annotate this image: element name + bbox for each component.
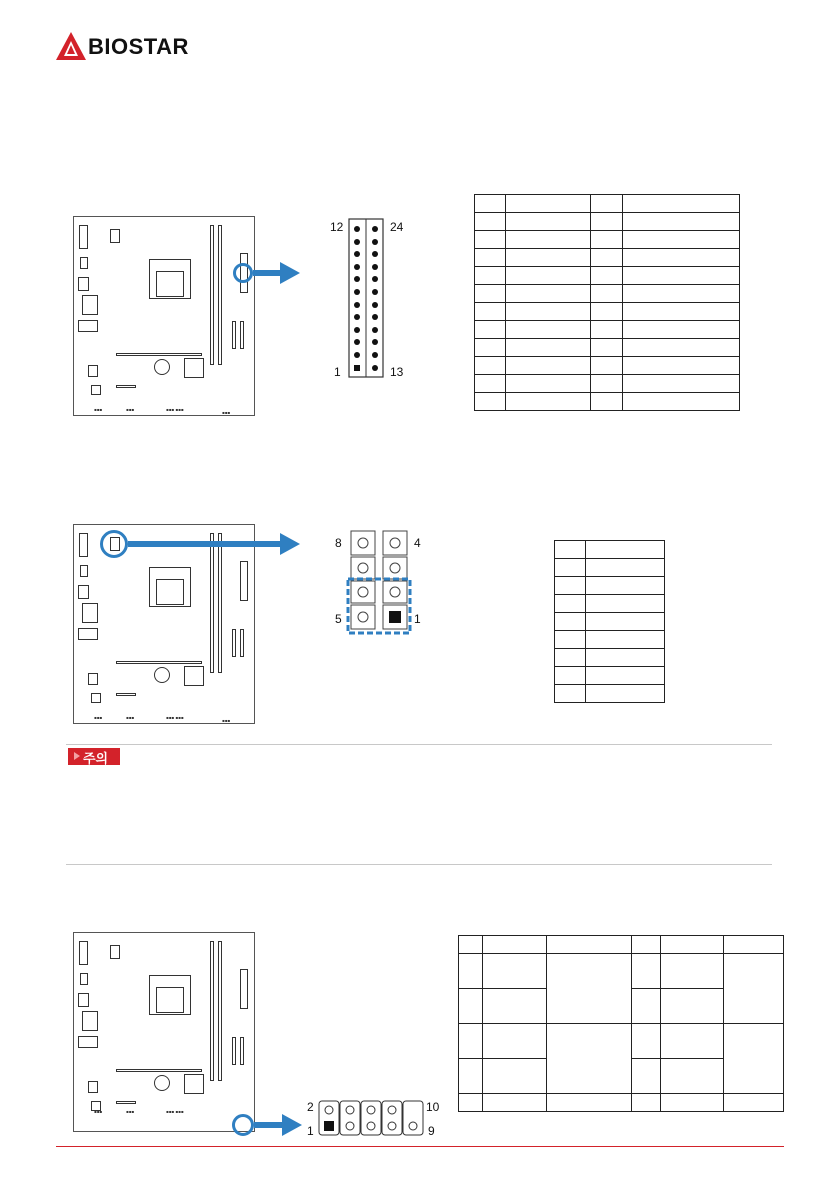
atx8-pin-table [554, 540, 665, 703]
atx24-pin [354, 302, 360, 308]
header10-arrow-line [254, 1122, 284, 1128]
table-row [555, 577, 665, 595]
note-badge-arrow-icon [74, 752, 80, 760]
atx24-pin [372, 365, 378, 371]
table-cell [623, 357, 740, 375]
table-cell [590, 213, 623, 231]
atx24-pin [354, 239, 360, 245]
motherboard-diagram-1: ▪▪▪ ▪▪▪ ▪▪▪ ▪▪▪ ▪▪▪ [73, 216, 255, 416]
table-cell [590, 393, 623, 411]
table-cell [505, 321, 590, 339]
table-cell [585, 595, 664, 613]
atx24-pin [372, 264, 378, 270]
table-cell [623, 213, 740, 231]
table-row [475, 267, 740, 285]
atx24-pin [354, 352, 360, 358]
table-cell [623, 375, 740, 393]
motherboard-diagram-3: ▪▪▪ ▪▪▪ ▪▪▪ ▪▪▪ [73, 932, 255, 1132]
table-cell [505, 213, 590, 231]
header10-pin-table [458, 935, 784, 1112]
table-cell [623, 303, 740, 321]
table-cell [475, 375, 506, 393]
atx8-label-bottom-right: 1 [414, 612, 421, 626]
header10-highlight-ring [232, 1114, 254, 1136]
header10-arrow-head [282, 1114, 302, 1136]
table-row [475, 195, 740, 213]
table-cell [505, 267, 590, 285]
table-cell [623, 249, 740, 267]
atx24-connector [348, 218, 384, 378]
header10-label-top-right: 10 [426, 1100, 440, 1114]
note-bottom-divider [66, 864, 772, 865]
table-cell [590, 231, 623, 249]
table-cell [590, 267, 623, 285]
table-row [475, 321, 740, 339]
table-row [555, 541, 665, 559]
header10-pins-svg [318, 1100, 424, 1136]
table-row [555, 631, 665, 649]
atx24-pin-table [474, 194, 740, 411]
table-cell [585, 667, 664, 685]
table-cell [585, 559, 664, 577]
biostar-logo [56, 28, 206, 64]
note-top-divider [66, 744, 772, 745]
atx8-arrow-head [280, 533, 300, 555]
table-cell [590, 285, 623, 303]
table-cell [475, 249, 506, 267]
footer-rule [56, 1146, 784, 1147]
table-cell [475, 303, 506, 321]
header10-label-bottom-left: 1 [307, 1124, 314, 1138]
atx8-label-top-left: 8 [335, 536, 342, 550]
atx24-pin [354, 327, 360, 333]
table-row [555, 649, 665, 667]
atx24-pin [372, 226, 378, 232]
table-cell [475, 213, 506, 231]
table-row [475, 339, 740, 357]
table-row [459, 936, 784, 954]
table-cell [475, 267, 506, 285]
table-cell [555, 685, 586, 703]
table-cell [590, 375, 623, 393]
table-cell [623, 321, 740, 339]
table-cell [590, 195, 623, 213]
table-cell [505, 303, 590, 321]
atx24-pin [354, 226, 360, 232]
table-row [555, 613, 665, 631]
atx8-pins-svg [346, 528, 412, 636]
table-row [475, 285, 740, 303]
table-cell [475, 339, 506, 357]
atx24-arrow-line [253, 270, 283, 276]
table-cell [590, 249, 623, 267]
table-row [555, 595, 665, 613]
table-row [475, 303, 740, 321]
table-cell [585, 649, 664, 667]
table-cell [555, 577, 586, 595]
atx24-arrow-head [280, 262, 300, 284]
table-cell [475, 393, 506, 411]
atx24-label-top-left: 12 [330, 220, 344, 234]
table-cell [505, 285, 590, 303]
table-cell [555, 649, 586, 667]
table-row [475, 357, 740, 375]
table-cell [590, 303, 623, 321]
note-badge-label: 주의 [83, 752, 109, 767]
brand-name: BIOSTAR [88, 34, 189, 59]
atx24-pin [354, 365, 360, 371]
atx8-label-bottom-left: 5 [335, 612, 342, 626]
motherboard-diagram-2: ▪▪▪ ▪▪▪ ▪▪▪ ▪▪▪ ▪▪▪ [73, 524, 255, 724]
table-cell [505, 375, 590, 393]
table-row [555, 667, 665, 685]
table-cell [475, 357, 506, 375]
table-cell [555, 667, 586, 685]
table-cell [555, 541, 586, 559]
table-cell [505, 393, 590, 411]
atx24-pin [354, 289, 360, 295]
table-cell [505, 339, 590, 357]
table-cell [623, 393, 740, 411]
table-cell [555, 631, 586, 649]
atx24-label-bottom-left: 1 [334, 365, 341, 379]
table-cell [623, 267, 740, 285]
table-row [459, 1094, 784, 1112]
table-cell [590, 321, 623, 339]
atx24-pin [372, 302, 378, 308]
table-cell [505, 231, 590, 249]
table-cell [585, 613, 664, 631]
table-row [475, 231, 740, 249]
table-row [459, 954, 784, 989]
table-cell [623, 339, 740, 357]
table-cell [475, 195, 506, 213]
atx24-pin [354, 264, 360, 270]
table-row [555, 559, 665, 577]
table-row [475, 393, 740, 411]
table-cell [555, 595, 586, 613]
table-cell [505, 249, 590, 267]
atx24-pin [372, 239, 378, 245]
atx24-pin [372, 352, 378, 358]
table-cell [555, 559, 586, 577]
table-cell [623, 231, 740, 249]
table-cell [475, 285, 506, 303]
biostar-triangle-icon [56, 32, 86, 60]
atx8-label-top-right: 4 [414, 536, 421, 550]
table-cell [590, 357, 623, 375]
table-cell [555, 613, 586, 631]
table-cell [475, 321, 506, 339]
atx24-pin [372, 327, 378, 333]
atx24-pin [372, 289, 378, 295]
atx24-label-bottom-right: 13 [390, 365, 404, 379]
table-cell [585, 577, 664, 595]
header10-label-bottom-right: 9 [428, 1124, 435, 1138]
table-cell [475, 231, 506, 249]
table-cell [623, 285, 740, 303]
note-badge [68, 748, 120, 765]
table-row [459, 1024, 784, 1059]
table-row [475, 213, 740, 231]
atx24-label-top-right: 24 [390, 220, 404, 234]
table-row [475, 375, 740, 393]
atx8-highlight-ring [100, 530, 128, 558]
header10-label-top-left: 2 [307, 1100, 314, 1114]
table-cell [585, 541, 664, 559]
table-row [475, 249, 740, 267]
table-row [555, 685, 665, 703]
table-cell [585, 631, 664, 649]
atx8-connector [346, 528, 412, 636]
table-cell [505, 357, 590, 375]
table-cell [505, 195, 590, 213]
table-cell [585, 685, 664, 703]
table-cell [590, 339, 623, 357]
table-cell [623, 195, 740, 213]
atx24-highlight-ring [233, 263, 253, 283]
atx8-arrow-line [128, 541, 283, 547]
header10-connector [318, 1100, 424, 1136]
